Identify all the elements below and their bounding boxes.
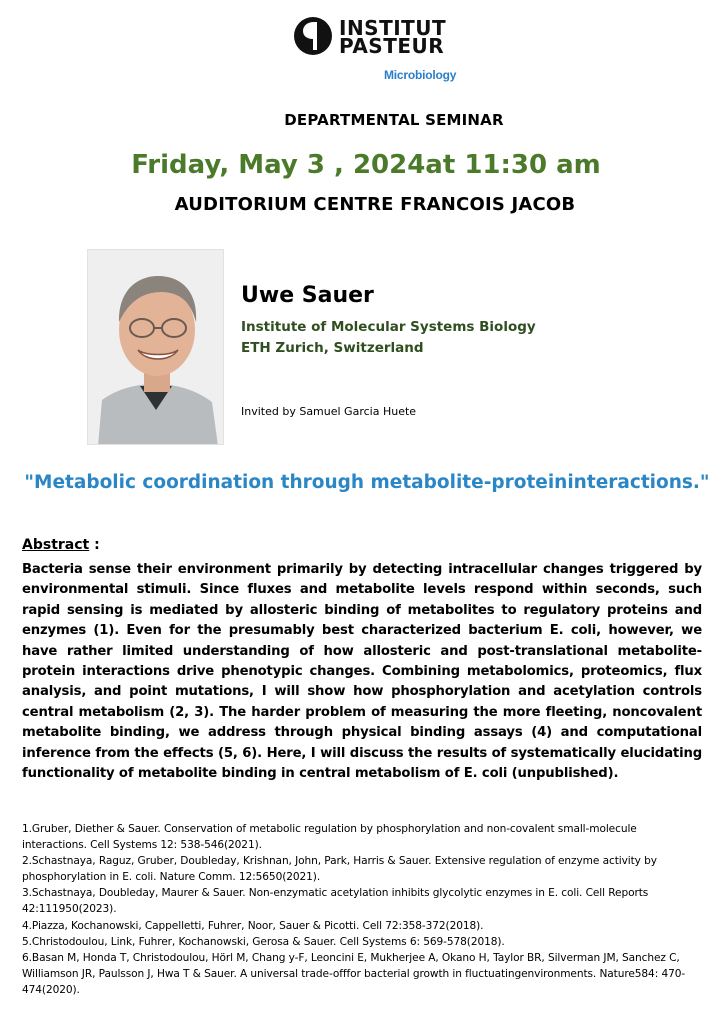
speaker-institute: Institute of Molecular Systems Biology [241, 319, 536, 335]
invited-by: Invited by Samuel Garcia Huete [241, 405, 417, 418]
abstract-heading [22, 537, 100, 553]
abstract-heading-colon: : [89, 537, 100, 553]
reference-item: 6.Basan M, Honda T, Christodoulou, Hörl M, Chang y-F, Leoncini E, Mukherjee A, Okano H, Taylor BR, Silverman JM, Sanchez C, Williamson JR, Paulsson J, Hwa T & Sauer. A universal trade-offfor bacterial growth in fluctuatingenvironments. Nature584: 470-474(2020). [22, 951, 686, 996]
abstract-heading-text: Abstract [22, 537, 90, 553]
reference-item: 3.Schastnaya, Doubleday, Maurer & Sauer. Non-enzymatic acetylation inhibits glycolytic enzymes in E. coli. Cell Reports 42:111950(2023). [22, 887, 649, 916]
reference-item: 1.Gruber, Diether & Sauer. Conservation of metabolic regulation by phosphorylation and non-covalent small-molecule interactions. Cell Systems 12: 538-546(2021). [22, 823, 637, 852]
speaker-location: ETH Zurich, Switzerland [241, 340, 424, 356]
speaker-portrait-icon [88, 250, 224, 445]
speaker-name: Uwe Sauer [241, 283, 374, 308]
logo-subtitle: Microbiology [384, 68, 457, 82]
event-venue: AUDITORIUM CENTRE FRANCOIS JACOB [174, 194, 576, 215]
pasteur-logo-icon [293, 16, 333, 56]
abstract-body: Bacteria sense their environment primarily by detecting intracellular changes triggered by environmental stimuli. Since fluxes and metabolite levels respond within seconds, such rapid sensing is mediated by allosteric binding of metabolites to regulatory proteins and enzymes (1). Even for the presumably best characterized bacterium E. coli, however, we have rather limited understanding of how allosteric and post-translational metabolite-protein interactions drive phenotypic changes. Combining metabolomics, proteomics, flux analysis, and point mutations, I will show how phosphorylation and acetylation controls central metabolism (2, 3). The harder problem of measuring the more fleeting, noncovalent metabolite binding, we address through physical binding assays (4) and computational inference from the effects (5, 6). Here, I will discuss the results of systematically elucidating functionality of metabolite binding in central metabolism of E. coli (unpublished). [22, 562, 702, 782]
logo-text-line2: PASTEUR [339, 34, 445, 58]
reference-item: 2.Schastnaya, Raguz, Gruber, Doubleday, Krishnan, John, Park, Harris & Sauer. Extensive regulation of enzyme activity by phosphorylation in E. coli. Nature Comm. 12:5650(2021). [22, 855, 657, 884]
speaker-photo [87, 249, 224, 445]
event-datetime: Friday, May 3 , 2024at 11:30 am [131, 150, 601, 180]
event-type: DEPARTMENTAL SEMINAR [284, 111, 504, 129]
talk-title: "Metabolic coordination through metabolite-proteininteractions." [24, 472, 710, 493]
institut-pasteur-logo [293, 16, 457, 84]
reference-item: 5.Christodoulou, Link, Fuhrer, Kochanowski, Gerosa & Sauer. Cell Systems 6: 569-578(2018). [22, 935, 505, 948]
logo-text-line1: INSTITUT [339, 16, 447, 40]
reference-item: 4.Piazza, Kochanowski, Cappelletti, Fuhrer, Noor, Sauer & Picotti. Cell 72:358-372(2018). [22, 919, 484, 932]
references-list [22, 821, 704, 998]
